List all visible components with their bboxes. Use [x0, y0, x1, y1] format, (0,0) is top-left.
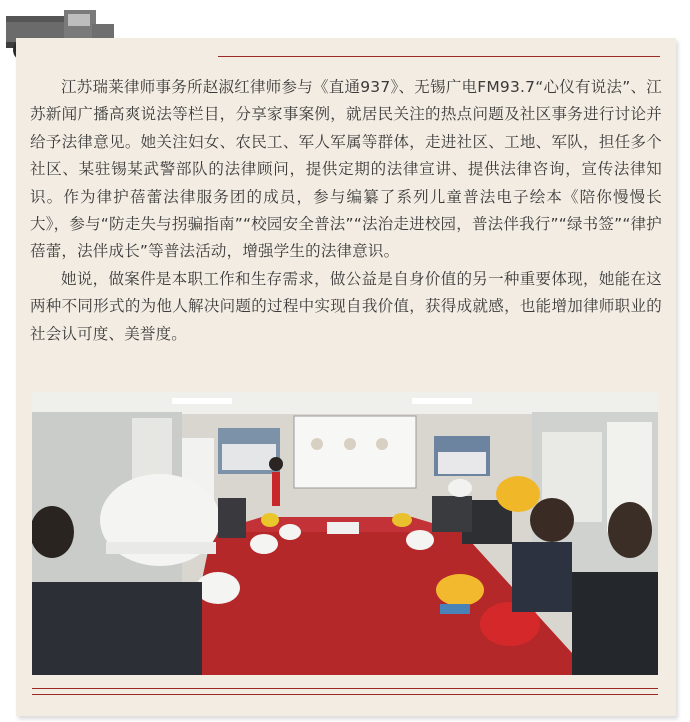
- bottom-divider: [32, 688, 658, 689]
- paragraph: 江苏瑞莱律师事务所赵淑红律师参与《直通937》、无锡广电FM93.7“心仪有说法”、江苏新闻广播高爽说法等栏目，分享家事案例，就居民关注的热点问题及社区事务进行讨论并给予法律意见。她关注妇女、农民工、军人军属等群体，走进社区、工地、军队，担任多个社区、某驻锡某武警部队的法律顾问，提供定期的法律宣讲、提供法律咨询，宣传法律知识。作为律护蓓蕾法律服务团的成员，参与编纂了系列儿童普法电子绘本《陪你慢慢长大》，参与“防走失与拐骗指南”“校园安全普法”“法治走进校园，普法伴我行”“绿书签”“律护蓓蕾，法伴成长”等普法活动，增强学生的法律意识。: [30, 78, 662, 261]
- paragraph: 她说，做案件是本职工作和生存需求，做公益是自身价值的另一种重要体现，她能在这两种不同形式的为他人解决问题的过程中实现自我价值，获得成就感，也能增加律师职业的社会认可度、美誉度。: [30, 269, 662, 343]
- lecture-photo: [32, 392, 658, 675]
- top-divider: [218, 56, 660, 57]
- bottom-divider: [32, 694, 658, 695]
- lecture-photo-image: [32, 392, 658, 675]
- article-body: [30, 74, 662, 348]
